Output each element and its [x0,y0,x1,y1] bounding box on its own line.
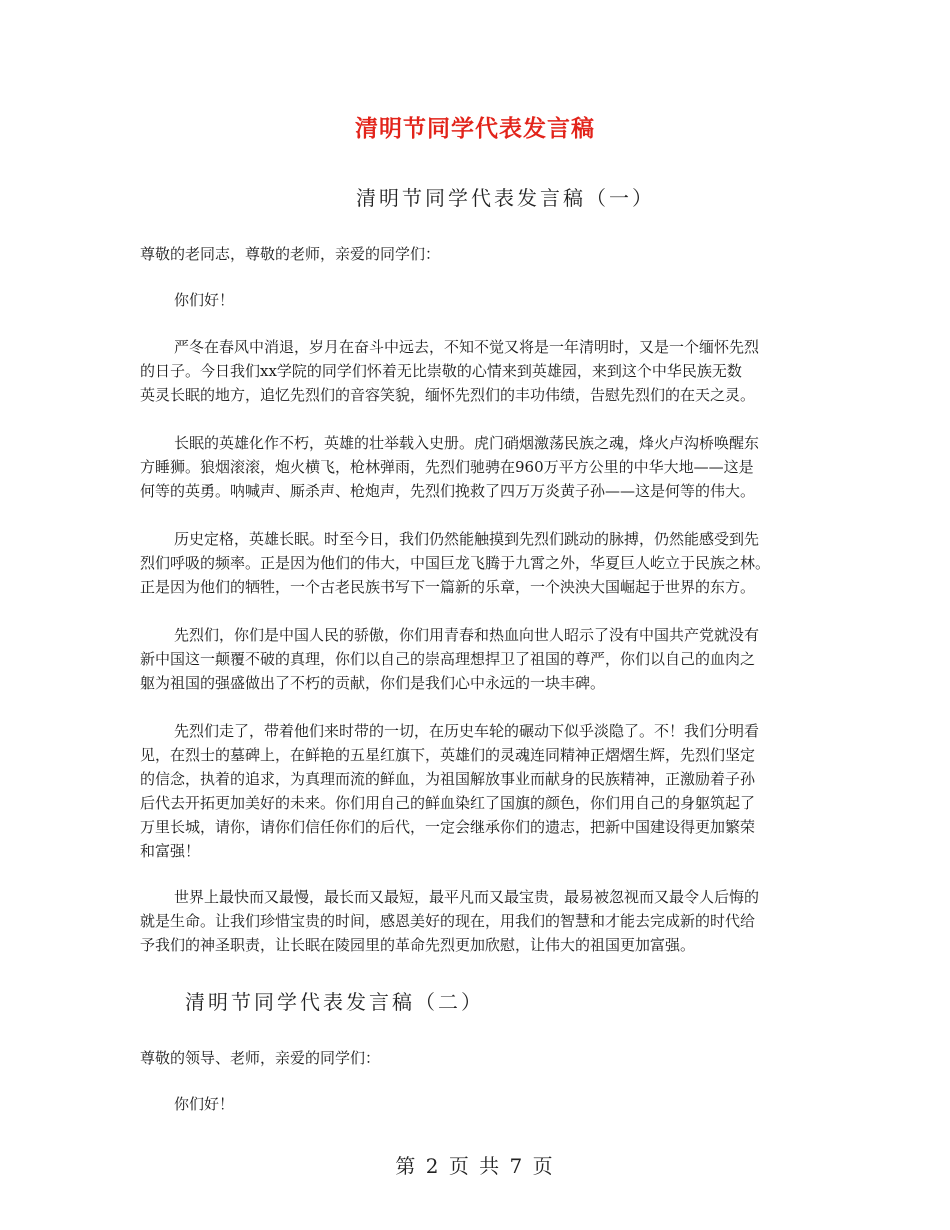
paragraph-line: 后代去开拓更加美好的未来。你们用自己的鲜血染红了国旗的颜色，你们用自己的身躯筑起了 [140,794,756,812]
paragraph-4 [140,623,820,695]
page-footer: 第 2 页 共 7 页 [395,1154,555,1178]
paragraph-1 [140,335,820,407]
paragraph-line: 和富强！ [140,842,201,860]
paragraph-line: 长眠的英雄化作不朽，英雄的壮举载入史册。虎门硝烟激荡民族之魂，烽火卢沟桥唤醒东 [174,434,760,452]
section-heading-2: 清明节同学代表发言稿（二） [185,990,484,1014]
document-title: 清明节同学代表发言稿 [355,116,595,142]
greeting-1: 你们好！ [174,291,235,309]
paragraph-line: 严冬在春风中消退，岁月在奋斗中远去，不知不觉又将是一年清明时，又是一个缅怀先烈 [174,338,760,356]
paragraph-3 [140,527,820,599]
paragraph-line: 万里长城，请你，请你们信任你们的后代，一定会继承你们的遗志，把新中国建设得更加繁荣 [140,818,756,836]
paragraph-line: 先烈们，你们是中国人民的骄傲，你们用青春和热血向世人昭示了没有中国共产党就没有 [174,626,760,644]
greeting-2: 你们好！ [174,1095,235,1113]
paragraph-line: 英灵长眠的地方，追忆先烈们的音容笑貌，缅怀先烈们的丰功伟绩，告慰先烈们的在天之灵。 [140,386,756,404]
paragraph-line: 正是因为他们的牺牲，一个古老民族书写下一篇新的乐章，一个泱泱大国崛起于世界的东方。 [140,578,756,596]
section-heading-1: 清明节同学代表发言稿（一） [356,186,655,210]
paragraph-line: 的日子。今日我们xx学院的同学们怀着无比崇敬的心情来到英雄园，来到这个中华民族无数 [140,362,742,380]
paragraph-5 [140,719,820,863]
paragraph-2 [140,431,820,503]
paragraph-line: 的信念，执着的追求，为真理而流的鲜血，为祖国解放事业而献身的民族精神，正激励着子孙 [140,770,756,788]
paragraph-line: 新中国这一颠覆不破的真理，你们以自己的崇高理想捍卫了祖国的尊严，你们以自己的血肉之 [140,650,756,668]
paragraph-line: 方睡狮。狼烟滚滚，炮火横飞，枪林弹雨，先烈们驰骋在960万平方公里的中华大地——这是 [140,458,754,476]
paragraph-line: 何等的英勇。呐喊声、厮杀声、枪炮声，先烈们挽救了四万万炎黄子孙——这是何等的伟大。 [140,482,756,500]
paragraph-line: 予我们的神圣职责，让长眠在陵园里的革命先烈更加欣慰，让伟大的祖国更加富强。 [140,936,696,954]
paragraph-line: 历史定格，英雄长眠。时至今日，我们仍然能触摸到先烈们跳动的脉搏，仍然能感受到先 [174,530,760,548]
salutation-2: 尊敬的领导、老师，亲爱的同学们： [140,1049,381,1067]
paragraph-line: 先烈们走了，带着他们来时带的一切，在历史车轮的碾动下似乎淡隐了。不！我们分明看 [174,722,760,740]
paragraph-line: 躯为祖国的强盛做出了不朽的贡献，你们是我们心中永远的一块丰碑。 [140,674,606,692]
paragraph-line: 烈们呼吸的频率。正是因为他们的伟大，中国巨龙飞腾于九霄之外，华夏巨人屹立于民族之林。 [140,554,771,572]
paragraph-line: 就是生命。让我们珍惜宝贵的时间，感恩美好的现在，用我们的智慧和才能去完成新的时代给 [140,912,756,930]
paragraph-line: 见，在烈士的墓碑上，在鲜艳的五星红旗下，英雄们的灵魂连同精神正熠熠生辉，先烈们坚定 [140,746,756,764]
paragraph-6 [140,885,820,957]
paragraph-line: 世界上最快而又最慢，最长而又最短，最平凡而又最宝贵，最易被忽视而又最令人后悔的 [174,888,760,906]
salutation-1: 尊敬的老同志，尊敬的老师，亲爱的同学们： [140,245,441,263]
